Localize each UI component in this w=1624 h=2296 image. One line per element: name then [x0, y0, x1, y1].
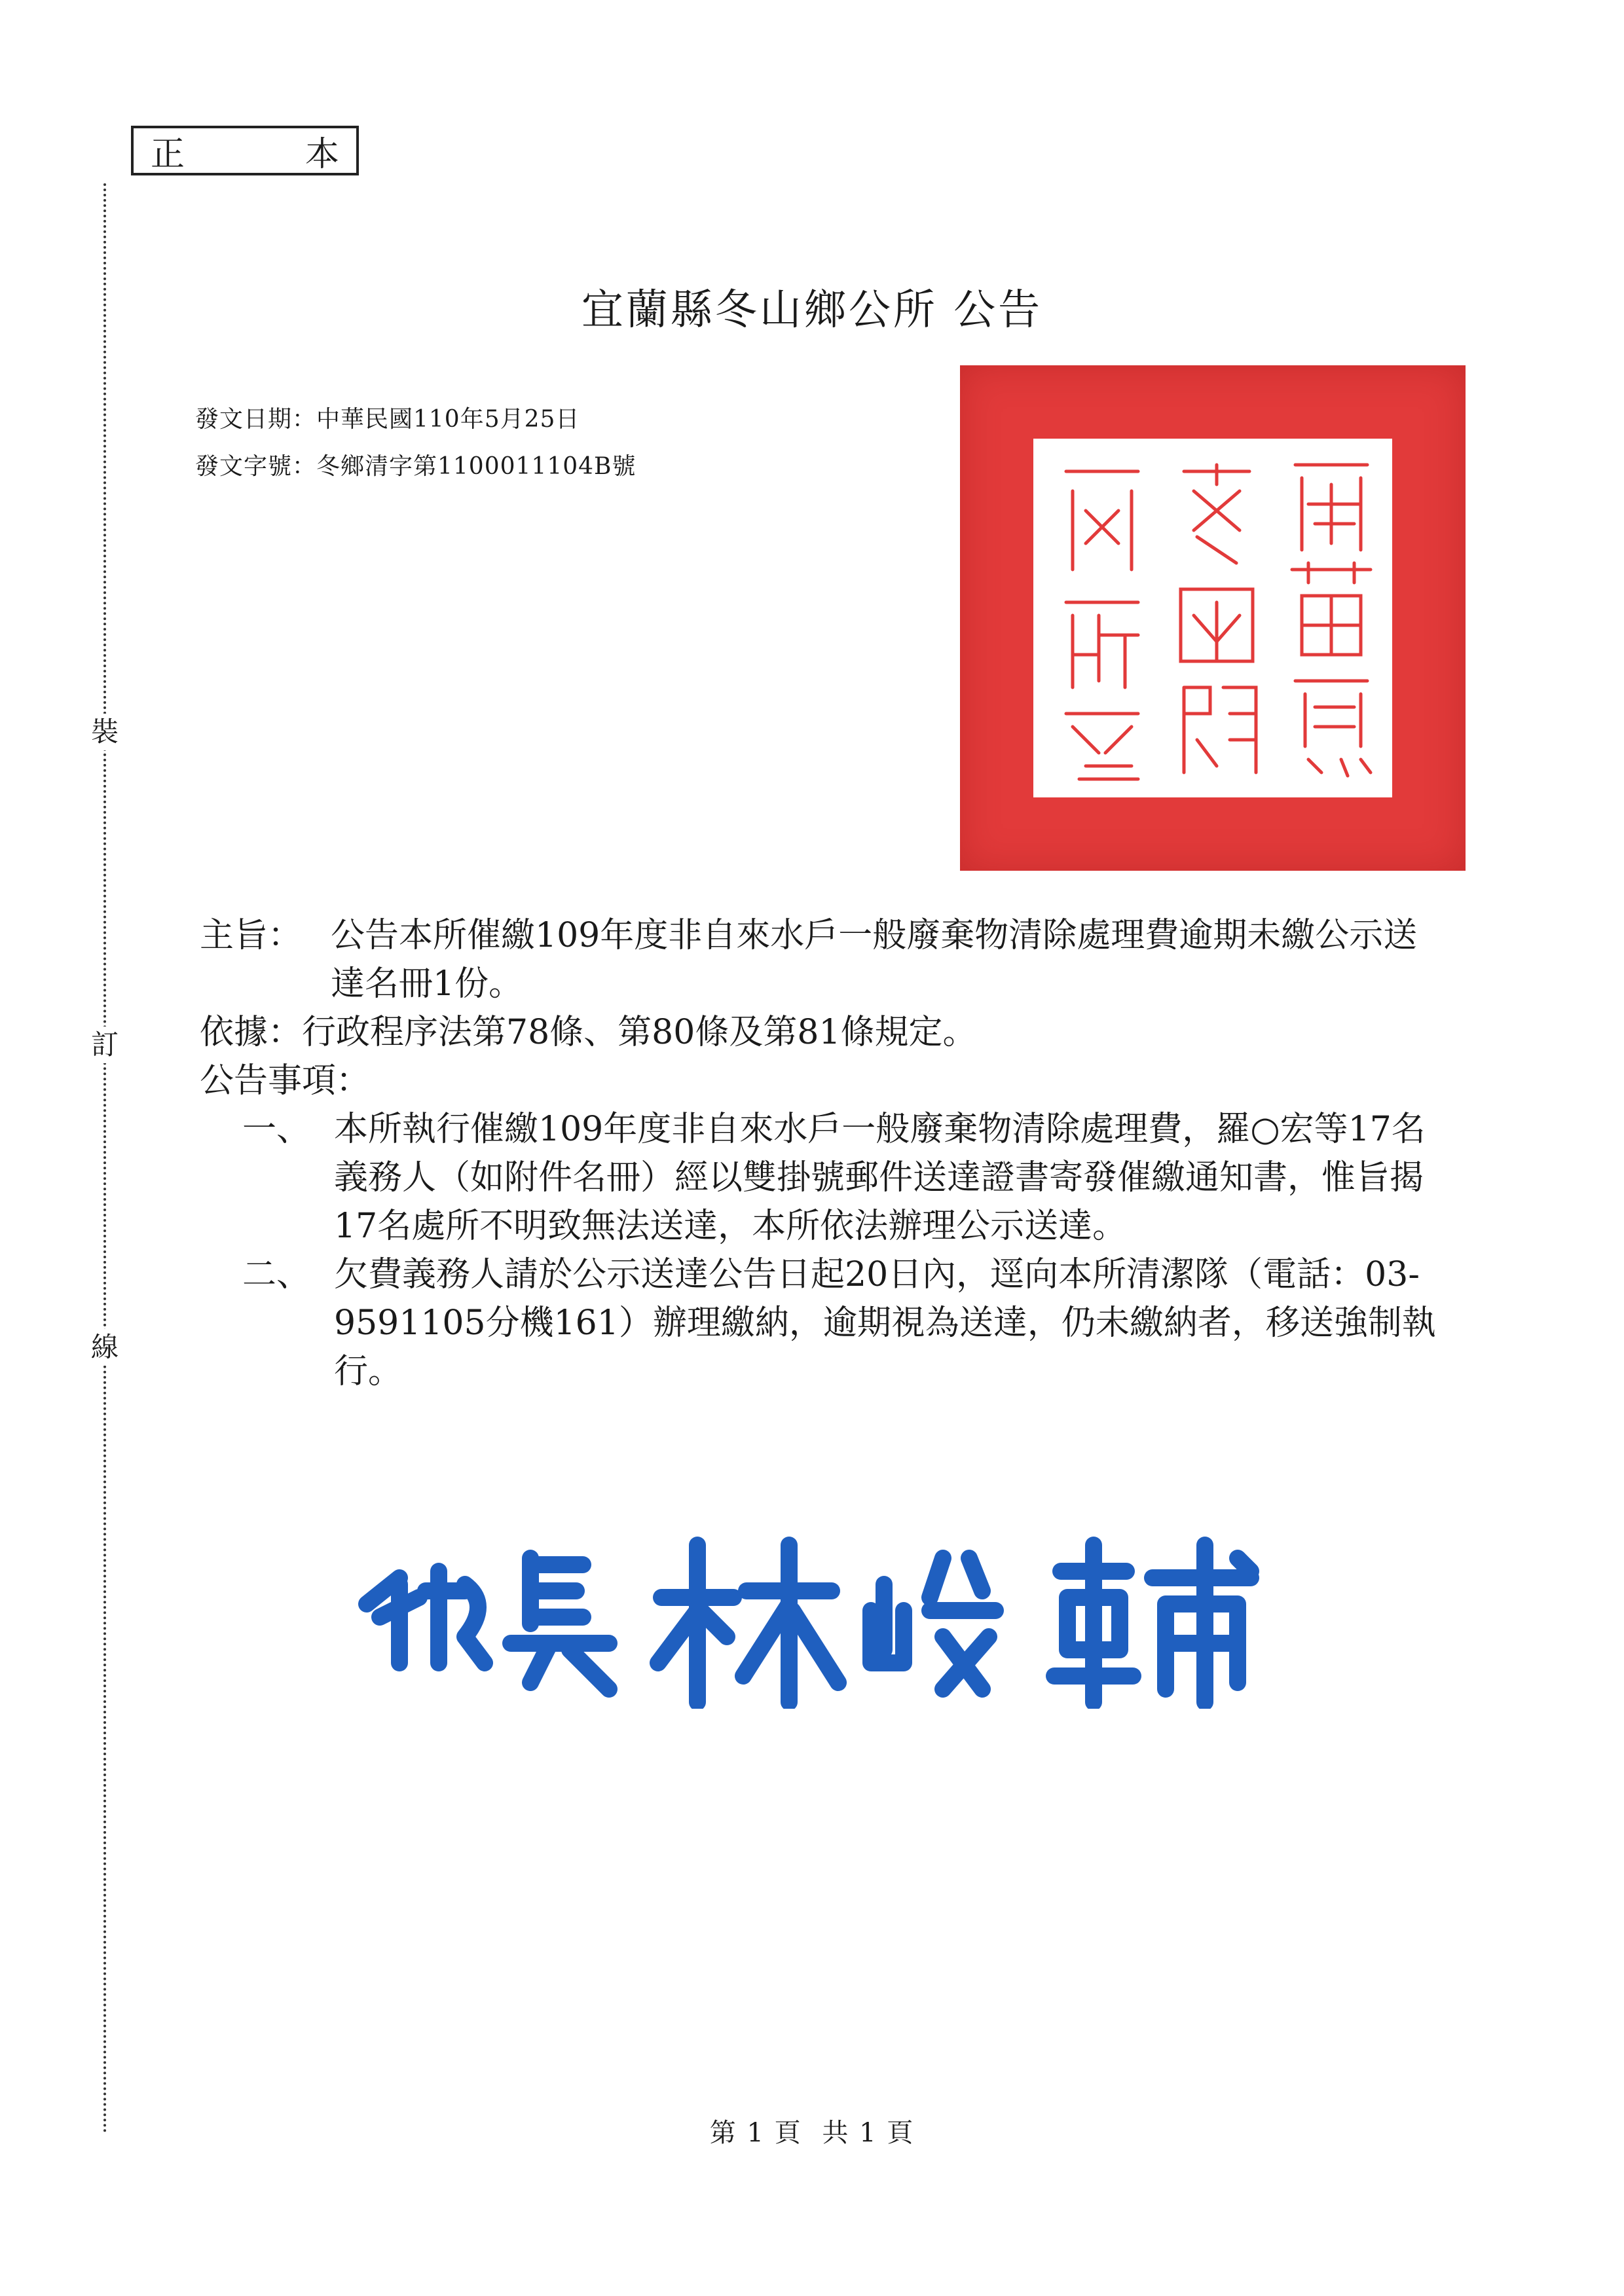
notice-item-1: [242, 1105, 1444, 1250]
issue-date: 發文日期：中華民國110年5月25日: [195, 406, 580, 433]
notice-body: [200, 911, 1444, 1396]
item-text: 欠費義務人請於公示送達公告日起20日內，逕向本所清潔隊（電話：03-9591105分機161）辦理繳納，逾期視為送達，仍未繳納者，移送強制執行。: [334, 1255, 1436, 1391]
binding-mark-1: 裝: [86, 714, 123, 750]
seal-glyphs-icon: [1033, 439, 1392, 797]
page-total: 共 1 頁: [822, 2118, 915, 2148]
binding-line: [103, 183, 106, 2134]
copy-mark-left: 正: [151, 134, 185, 174]
item-number: 二、: [242, 1255, 311, 1294]
signature-brush-icon: [354, 1519, 1297, 1709]
subject-text: 公告本所催繳109年度非自來水戶一般廢棄物清除處理費逾期未繳公示送達名冊1份。: [331, 916, 1418, 1004]
item-number: 一、: [242, 1110, 311, 1149]
document-number: 發文字號：冬鄉清字第1100011104B號: [195, 453, 637, 480]
seal-inner-field: [1033, 439, 1392, 797]
subject-row: [200, 911, 1444, 1008]
binding-mark-2: 訂: [86, 1027, 123, 1063]
basis-line: 依據：行政程序法第78條、第80條及第81條規定。: [200, 1013, 977, 1052]
binding-mark-3: 線: [86, 1329, 123, 1366]
mayor-signature-stamp: [354, 1519, 1297, 1709]
page-title: 宜蘭縣冬山鄉公所 公告: [581, 286, 1043, 335]
official-seal-stamp: [960, 365, 1466, 871]
page-number: 第 1 頁: [709, 2118, 802, 2148]
items-heading: 公告事項：: [200, 1061, 371, 1101]
copy-mark-right: 本: [304, 134, 339, 174]
notice-item-2: [242, 1250, 1444, 1396]
subject-label: 主旨：: [200, 916, 303, 955]
copy-mark-box: [131, 126, 359, 175]
item-text: 本所執行催繳109年度非自來水戶一般廢棄物清除處理費，羅○宏等17名義務人（如附件名冊）經以雙掛號郵件送達證書寄發催繳通知書，惟旨揭17名處所不明致無法送達，本所依法辦理公示送達。: [334, 1110, 1426, 1246]
page-footer: [0, 2112, 1624, 2149]
